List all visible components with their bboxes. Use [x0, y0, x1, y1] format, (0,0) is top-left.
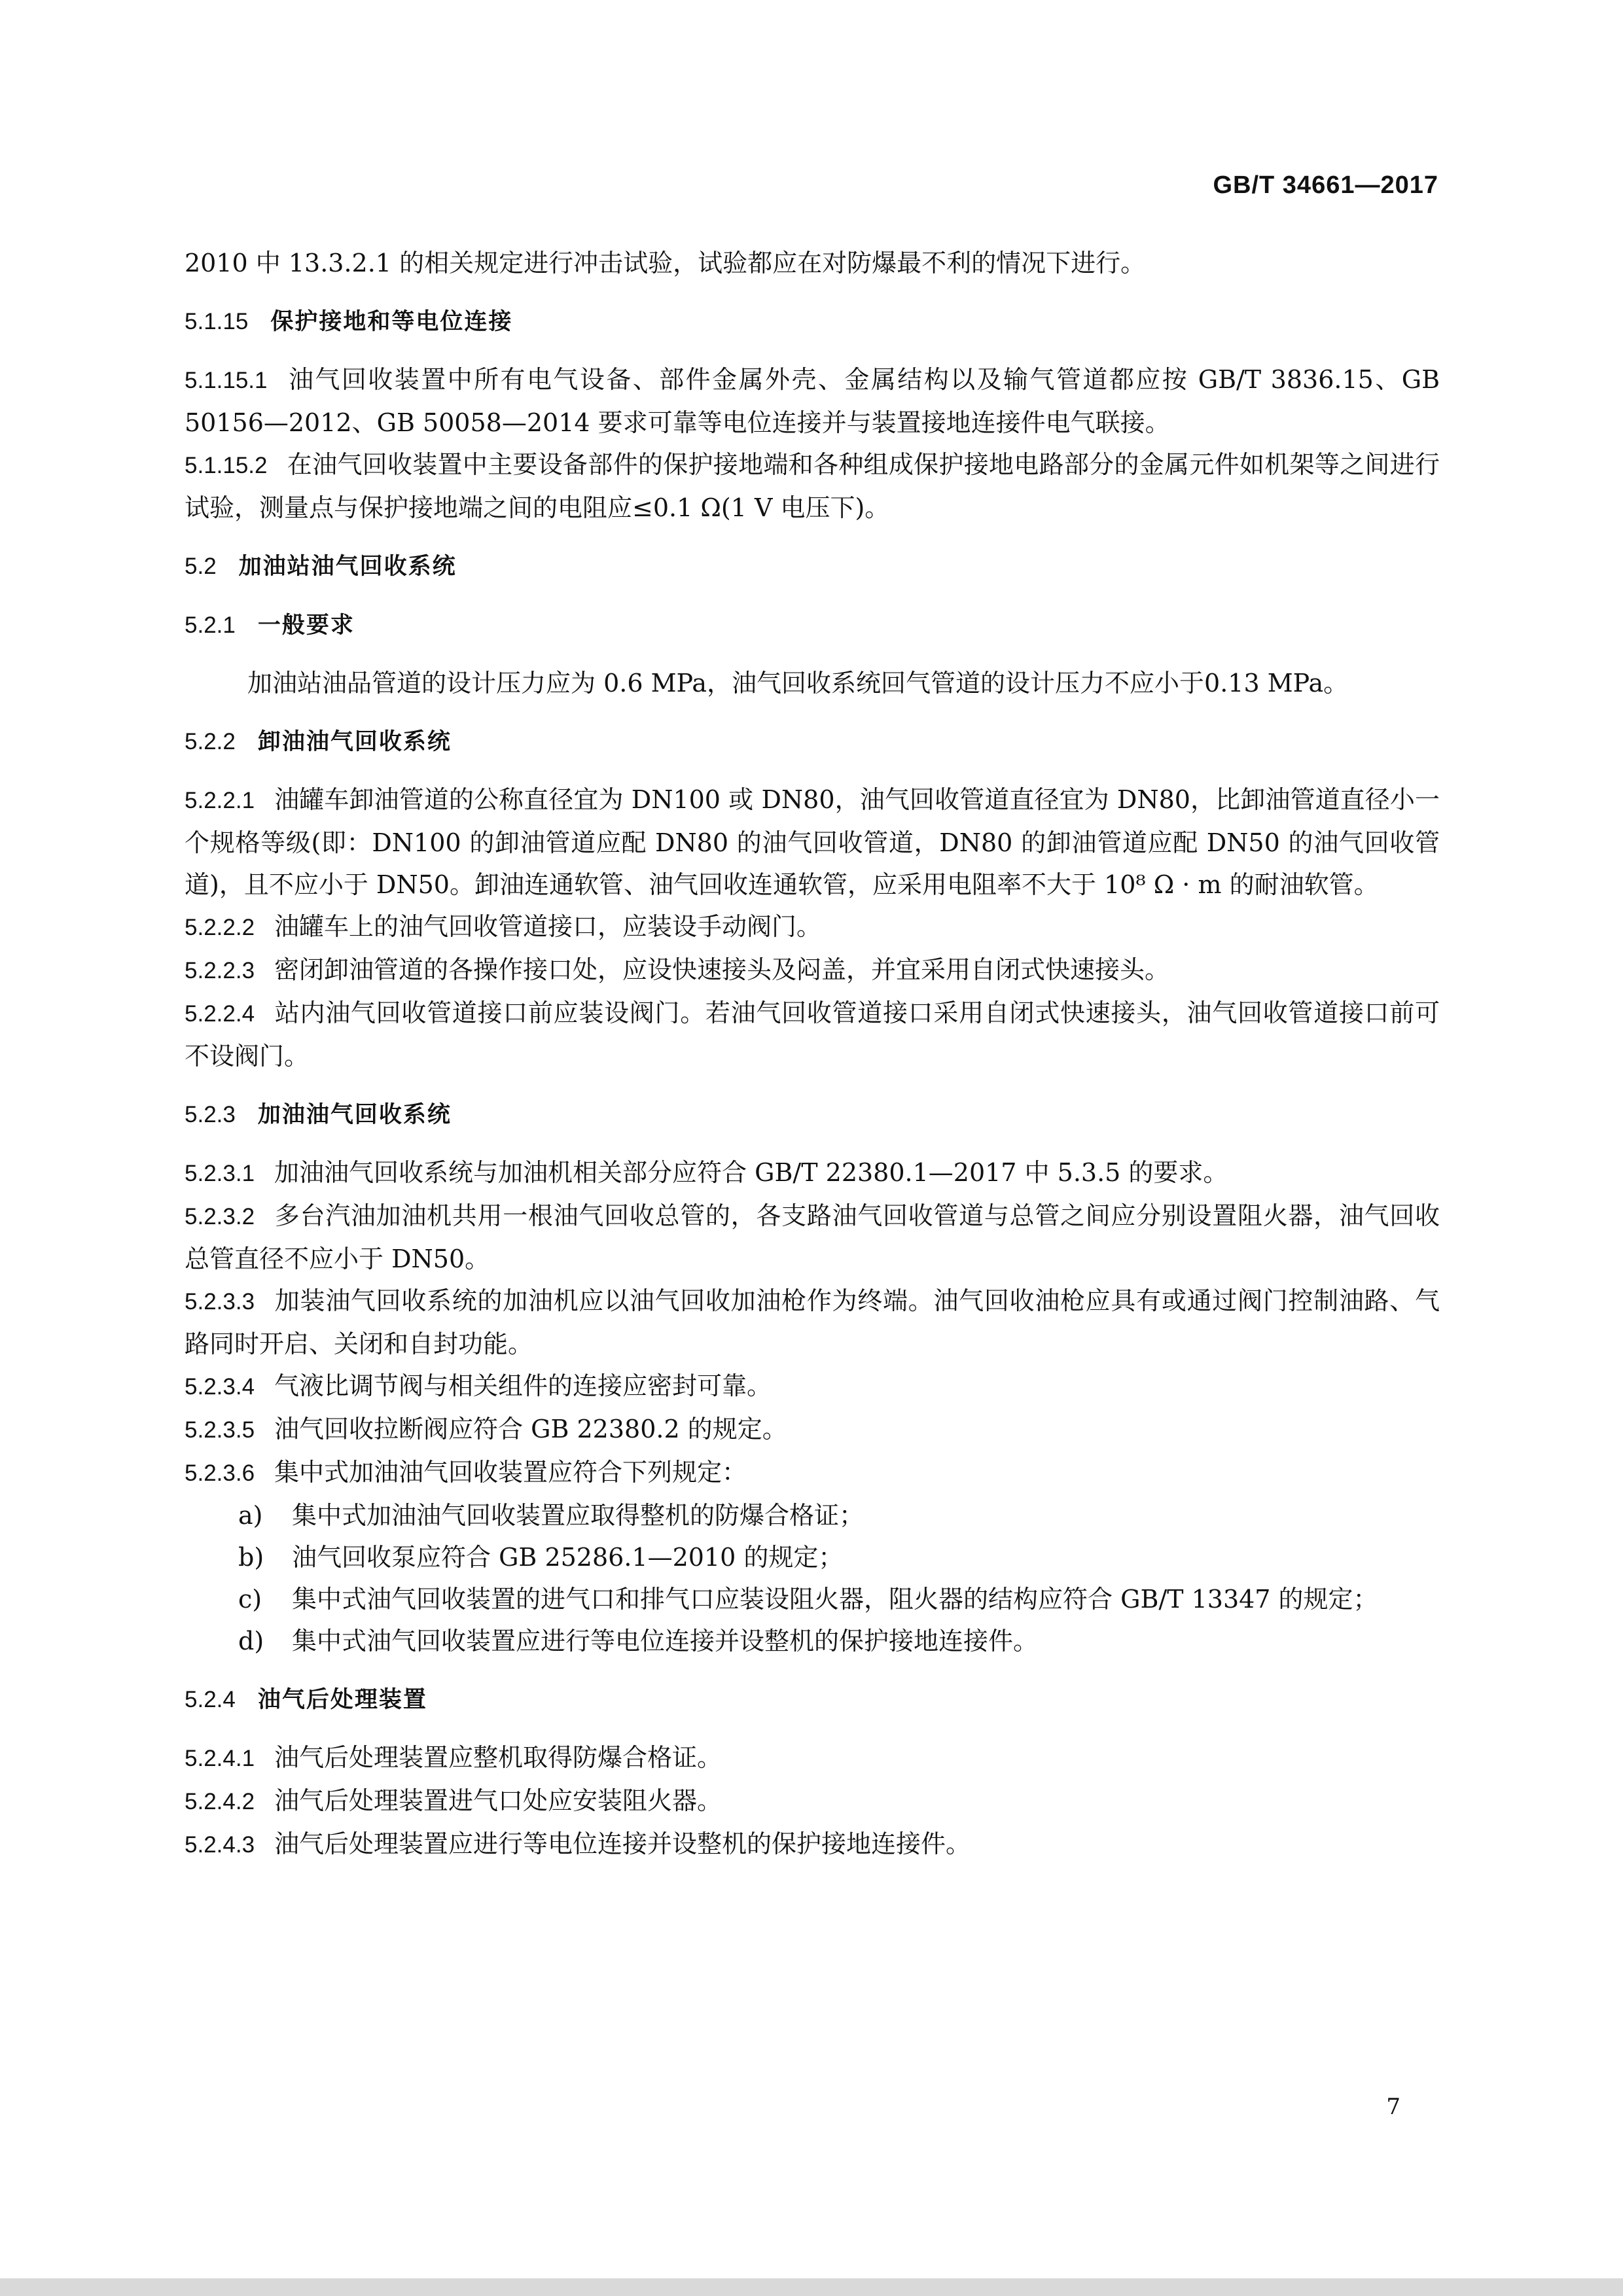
page-number: 7 — [1386, 2094, 1400, 2120]
clause-paragraph: 5.1.15.1 油气回收装置中所有电气设备、部件金属外壳、金属结构以及输气管道都应按 GB/T 3836.15、GB 50156—2012、GB 50058—2014 要求可靠等电位连接并与装置接地连接件电气联接。 — [185, 365, 1440, 437]
clause-paragraph: 5.2.2.2 油罐车上的油气回收管道接口，应装设手动阀门。 — [185, 912, 822, 941]
clause-paragraph: 5.2.3.1 加油油气回收系统与加油机相关部分应符合 GB/T 22380.1—2017 中 5.3.5 的要求。 — [185, 1158, 1228, 1187]
standard-number: GB/T 34661—2017 — [1213, 171, 1438, 199]
section-heading: 5.2.3 加油油气回收系统 — [185, 1102, 452, 1128]
list-item: b) 油气回收泵应符合 GB 25286.1—2010 的规定； — [238, 1543, 844, 1572]
clause-paragraph: 5.2.2.1 油罐车卸油管道的公称直径宜为 DN100 或 DN80，油气回收管道直径宜为 DN80，比卸油管道直径小一个规格等级(即：DN100 的卸油管道应配 DN80 的油气回收管道，DN80 的卸油管道应配 DN50 的油气回收管道)，且不应小于 DN50。卸油连通软管、油气回收连通软管，应采用电阻率不大于 10⁸ Ω · m 的耐油软管。 — [185, 785, 1440, 899]
scan-edge-bar — [0, 2278, 1623, 2296]
section-heading: 5.2.2 卸油油气回收系统 — [185, 729, 452, 755]
clause-paragraph: 5.2.3.4 气液比调节阀与相关组件的连接应密封可靠。 — [185, 1371, 772, 1400]
list-item: a) 集中式加油油气回收装置应取得整机的防爆合格证； — [238, 1501, 865, 1530]
document-body — [185, 242, 1440, 1866]
clause-paragraph: 5.2.4.1 油气后处理装置应整机取得防爆合格证。 — [185, 1743, 722, 1772]
clause-paragraph: 5.2.3.3 加装油气回收系统的加油机应以油气回收加油枪作为终端。油气回收油枪应具有或通过阀门控制油路、气路同时开启、关闭和自封功能。 — [185, 1286, 1440, 1358]
clause-paragraph: 5.2.2.3 密闭卸油管道的各操作接口处，应设快速接头及闷盖，并宜采用自闭式快速接头。 — [185, 955, 1170, 984]
paragraph: 加油站油品管道的设计压力应为 0.6 MPa，油气回收系统回气管道的设计压力不应小于0.13 MPa。 — [247, 669, 1349, 698]
clause-paragraph: 5.2.4.2 油气后处理装置进气口处应安装阻火器。 — [185, 1786, 722, 1815]
clause-paragraph: 5.2.3.5 油气回收拉断阀应符合 GB 22380.2 的规定。 — [185, 1415, 787, 1443]
list-item: d) 集中式油气回收装置应进行等电位连接并设整机的保护接地连接件。 — [238, 1627, 1039, 1655]
clause-paragraph: 5.2.4.3 油气后处理装置应进行等电位连接并设整机的保护接地连接件。 — [185, 1829, 971, 1858]
clause-paragraph: 5.2.3.2 多台汽油加油机共用一根油气回收总管的，各支路油气回收管道与总管之间应分别设置阻火器，油气回收总管直径不应小于 DN50。 — [185, 1201, 1440, 1273]
section-heading: 5.2 加油站油气回收系统 — [185, 554, 457, 580]
section-heading: 5.2.4 油气后处理装置 — [185, 1687, 427, 1713]
paragraph: 2010 中 13.3.2.1 的相关规定进行冲击试验，试验都应在对防爆最不利的情况下进行。 — [185, 249, 1146, 277]
section-heading: 5.2.1 一般要求 — [185, 612, 355, 639]
list-item: c) 集中式油气回收装置的进气口和排气口应装设阻火器，阻火器的结构应符合 GB/T 13347 的规定； — [238, 1585, 1378, 1614]
clause-paragraph: 5.2.3.6 集中式加油油气回收装置应符合下列规定： — [185, 1458, 747, 1487]
clause-paragraph: 5.2.2.4 站内油气回收管道接口前应装设阀门。若油气回收管道接口采用自闭式快速接头，油气回收管道接口前可不设阀门。 — [185, 998, 1440, 1070]
section-heading: 5.1.15 保护接地和等电位连接 — [185, 309, 513, 335]
clause-paragraph: 5.1.15.2 在油气回收装置中主要设备部件的保护接地端和各种组成保护接地电路部分的金属元件如机架等之间进行试验，测量点与保护接地端之间的电阻应≤0.1 Ω(1 V 电压下)。 — [185, 450, 1440, 522]
